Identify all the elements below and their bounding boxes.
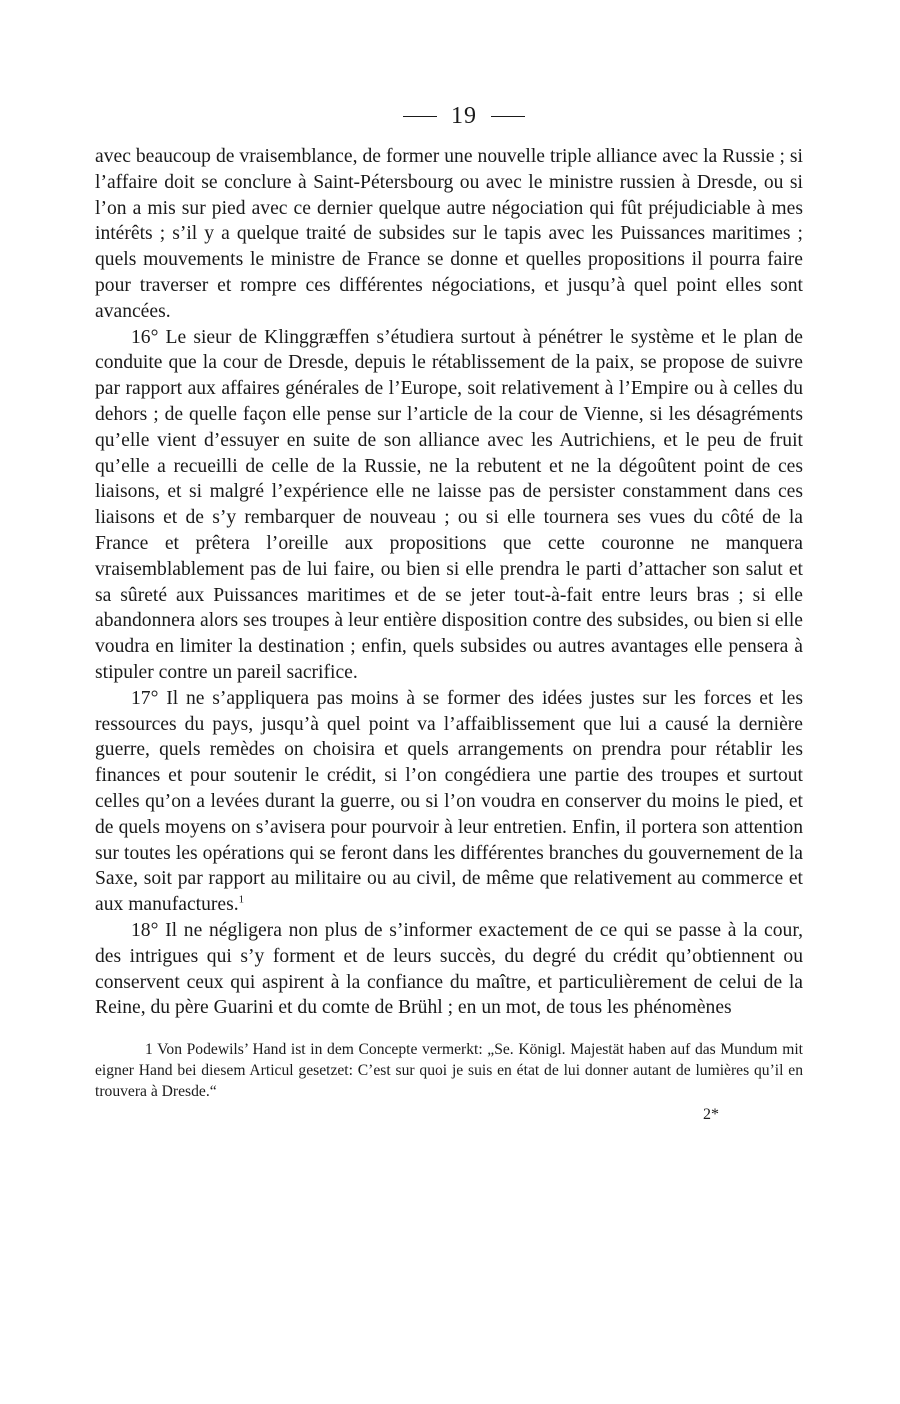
body-text <box>95 144 803 1021</box>
paragraph-continuation: avec beaucoup de vraisemblance, de former une nouvelle triple alliance avec la Russie ; si l’affaire doit se conclure à Saint-Pétersbourg ou avec le ministre russien à Dresde, ou si l’on a mis sur pied avec ce dernier quelque autre négociation qui fût préjudiciable à mes intérêts ; s’il y a quelque traité de subsides sur le tapis avec les Puissances maritimes ; quels mouvements le ministre de France se donne et quelles propositions il pourra faire pour traverser et rompre ces différentes négociations, et jusqu’à quel point elles sont avancées. <box>95 146 803 322</box>
document-page <box>95 96 803 1124</box>
footnote-text: 1 Von Podewils’ Hand ist in dem Concepte vermerkt: „Se. Königl. Majestät haben auf das Mundum mit eigner Hand bei diesem Articul gesetzet: C’est sur quoi je suis en état de lui donner autant de lumières qu’il en trouvera à Dresde.“ <box>95 1041 803 1101</box>
header-rule-right <box>491 116 525 117</box>
paragraph-16: 16° Le sieur de Klinggræffen s’étudiera surtout à pénétrer le système et le plan de conduite que la cour de Dresde, depuis le rétablissement de la paix, se propose de suivre par rapport aux affaires générales de l’Europe, soit relativement à l’Empire ou à celles du dehors ; de quelle façon elle pense sur l’article de la cour de Vienne, si les désagréments qu’elle vient d’essuyer en suite de son alliance avec les Autrichiens, et le peu de fruit qu’elle a recueilli de celle de la Russie, ne la rebutent et ne la dégoûtent point de ces liaisons, et si malgré l’expérience elle ne laisse pas de persister constamment dans ces liaisons et de s’y rembarquer de nouveau ; ou si elle tournera ses vues du côté de la France et prêtera l’oreille aux propositions que cette couronne ne manquera vraisemblablement pas de lui faire, ou bien si elle prendra le parti d’attacher son salut et sa sûreté aux Puissances maritimes et de se jeter tout-à-fait entre leurs bras ; si elle abandonnera alors ses troupes à leur entière disposition contre des subsides, ou bien si elle voudra en limiter la destination ; enfin, quels subsides ou autres avantages elle pensera à stipuler contre un pareil sacrifice. <box>95 326 803 683</box>
footnote-marker: 1 <box>238 893 245 906</box>
footnote <box>95 1039 803 1102</box>
page-header <box>125 96 803 136</box>
header-rule-left <box>403 116 437 117</box>
page-number: 19 <box>451 102 477 129</box>
signature-mark: 2* <box>703 1106 719 1124</box>
paragraph-17-text: 17° Il ne s’appliquera pas moins à se former des idées justes sur les forces et les ressources du pays, jusqu’à quel point va l’affaiblissement que lui a causé la dernière guerre, quels remèdes on choisira et quels arrangements on prendra pour rétablir les finances et pour soutenir le crédit, si l’on congédiera une partie des troupes et surtout celles qu’on a levées durant la guerre, ou si l’on voudra en conserver du moins le pied, et de quels moyens on s’avisera pour pourvoir à leur entretien. Enfin, il portera son attention sur toutes les opérations qui se feront dans les différentes branches du gouvernement de la Saxe, soit par rapport au militaire ou au civil, de même que relativement au commerce et aux manufactures. <box>95 687 803 916</box>
paragraph-18: 18° Il ne négligera non plus de s’informer exactement de ce qui se passe à la cour, des intrigues qui s’y forment et de leurs succès, du degré du crédit qu’obtiennent ou conservent ceux qui aspirent à la confiance du maître, et particulièrement de celui de la Reine, du père Guarini et du comte de Brühl ; en un mot, de tous les phénomènes <box>95 919 803 1019</box>
paragraph-17 <box>95 686 803 918</box>
